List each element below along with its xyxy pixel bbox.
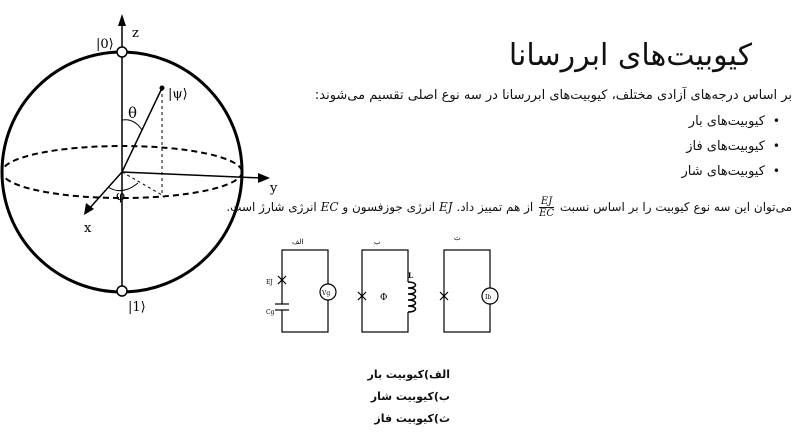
z-arrow — [118, 14, 126, 26]
ket0-label: |0⟩ — [96, 37, 114, 52]
ib-label: Ib — [485, 294, 492, 301]
y-arrow — [258, 173, 270, 183]
bullet-label: کیوبیت‌های شار — [681, 164, 765, 179]
bullet-dot: • — [772, 164, 780, 178]
qubit-circuits-diagram — [262, 228, 502, 348]
para-part4: انرژی شارژ است. — [226, 200, 317, 214]
ket1-label: |1⟩ — [128, 300, 146, 315]
flux-qubit-circuit — [358, 238, 416, 332]
north-pole-point — [117, 47, 127, 57]
bullet-label: کیوبیت‌های فاز — [686, 139, 765, 154]
phi-label: φ — [116, 189, 126, 204]
south-pole-point — [117, 286, 127, 296]
ec-symbol: EC — [320, 200, 339, 214]
ej-ec-fraction — [539, 196, 554, 219]
cg-label: Cg — [266, 309, 275, 316]
para-part1: می‌توان این سه نوع کیوبیت را بر اساس نسبت — [559, 200, 792, 214]
label-te: ث — [454, 234, 461, 242]
bullet-item-flux — [682, 164, 780, 179]
bullet-dot: • — [772, 139, 780, 153]
intro-text: بر اساس درجه‌های آزادی مختلف، کیوبیت‌های ابررسانا در سه نوع اصلی تقسیم می‌شوند: — [314, 88, 792, 103]
fraction-numerator: EJ — [540, 196, 553, 207]
phase-qubit-circuit — [440, 234, 498, 332]
charge-qubit-circuit — [266, 238, 336, 332]
vg-label: Vg — [322, 290, 331, 297]
psi-label: |ψ⟩ — [168, 87, 188, 102]
ej-symbol: EJ — [438, 200, 453, 214]
ratio-paragraph — [226, 196, 792, 219]
caption-charge-qubit: الف)کیوبیت بار — [367, 368, 450, 381]
page-title: کیوبیت‌های ابررسانا — [508, 38, 752, 73]
inductor-label: L — [408, 271, 413, 280]
y-label: y — [270, 181, 278, 196]
fraction-denominator: EC — [539, 208, 555, 219]
z-label: z — [132, 26, 139, 41]
label-alef: الف — [292, 238, 304, 246]
theta-label: θ — [128, 104, 138, 122]
para-part3: انرژی جوزفسون و — [342, 200, 436, 214]
phi-flux-label: Φ — [380, 293, 388, 303]
bullet-dot: • — [772, 114, 780, 128]
caption-phase-qubit: ث)کیوبیت فاز — [374, 412, 450, 425]
bullet-label: کیوبیت‌های بار — [688, 114, 765, 129]
label-be: ب — [374, 238, 381, 246]
bullet-item-phase — [686, 139, 780, 154]
phi-projection-dashed — [122, 172, 162, 195]
x-label: x — [84, 221, 92, 236]
bullet-item-charge — [689, 114, 780, 129]
ej-label: EJ — [266, 279, 273, 286]
caption-flux-qubit: ب)کیوبیت شار — [370, 390, 450, 403]
para-part2: از هم تمییز داد. — [456, 200, 534, 214]
